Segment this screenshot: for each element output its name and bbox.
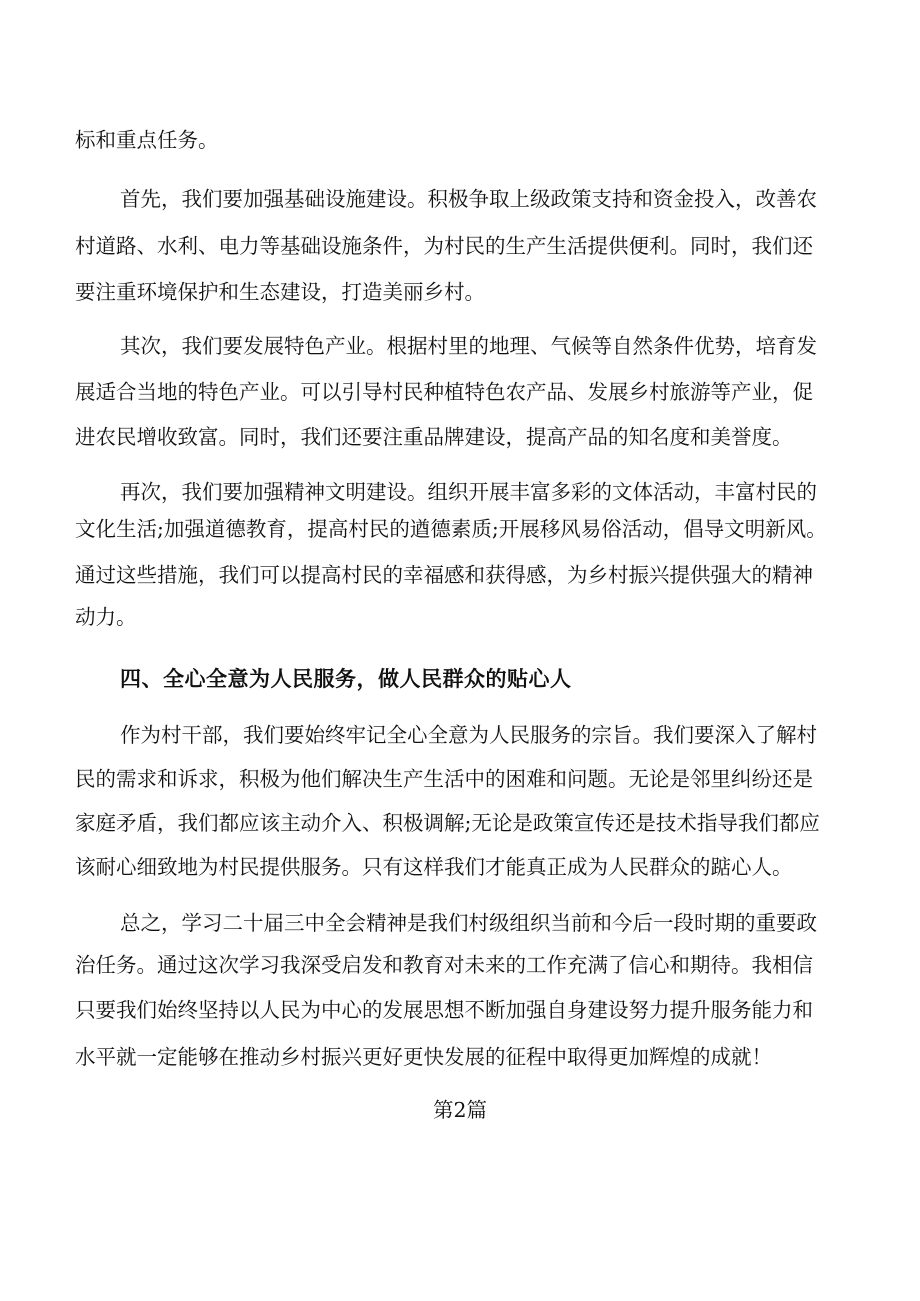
text-line: 进农民增收致富。同时，我们还要注重品牌建设，提高产品的知名度和美誉度。 [75,425,793,449]
section-heading: 四、全心全意为人民服务，做人民群众的贴心人 [120,667,572,691]
text-line: 要注重环境保护和生态建设，打造美丽乡村。 [75,280,485,304]
text-line: 民的需求和诉求，积极为他们解决生产生活中的困难和问题。无论是邻里纠纷还是 [75,767,813,791]
text-line: 作为村干部，我们要始终牢记全心全意为人民服务的宗旨。我们要深入了解村 [120,723,817,747]
text-line: 首先，我们要加强基础设施建设。积极争取上级政策支持和资金投入，改善农 [120,187,817,211]
text-line: 只要我们始终坚持以人民为中心的发展思想不断加强自身建设努力提升服务能力和 [75,998,813,1022]
text-line: 村道路、水利、电力等基础设施条件，为村民的生产生活提供便利。同时，我们还 [75,234,813,258]
text-line: 展适合当地的特色产业。可以引导村民种植特色农产品、发展乡村旅游等产业，促 [75,380,813,404]
text-line: 治任务。通过这次学习我深受启发和教育对未来的工作充满了信心和期待。我相信 [75,953,813,977]
text-line: 再次，我们要加强精神文明建设。组织开展丰富多彩的文体活动，丰富村民的 [120,480,817,504]
text-line: 标和重点任务。 [75,128,219,152]
part-title: 第2篇 [432,1098,488,1122]
text-line: 总之，学习二十届三中全会精神是我们村级组织当前和今后一段时期的重要政 [120,911,817,935]
text-line: 家庭矛盾，我们都应该主动介入、积极调解;无论是政策宣传还是技术指导我们都应 [75,811,820,835]
text-line: 其次，我们要发展特色产业。根据村里的地理、气候等自然条件优势，培育发 [120,334,817,358]
text-line: 通过这些措施，我们可以提高村民的幸福感和获得感，为乡村振兴提供强大的精神 [75,563,813,587]
text-line: 该耐心细致地为村民提供服务。只有这样我们才能真正成为人民群众的踮心人。 [75,855,793,879]
text-line: 动力。 [75,605,137,629]
text-line: 文化生活;加强道德教育，提高村民的遒德素质;开展移风易俗活动，倡导文明新风。 [75,517,827,541]
text-line: 水平就一定能够在推动乡村振兴更好更快发展的征程中取得更加辉煌的成就！ [75,1045,772,1069]
